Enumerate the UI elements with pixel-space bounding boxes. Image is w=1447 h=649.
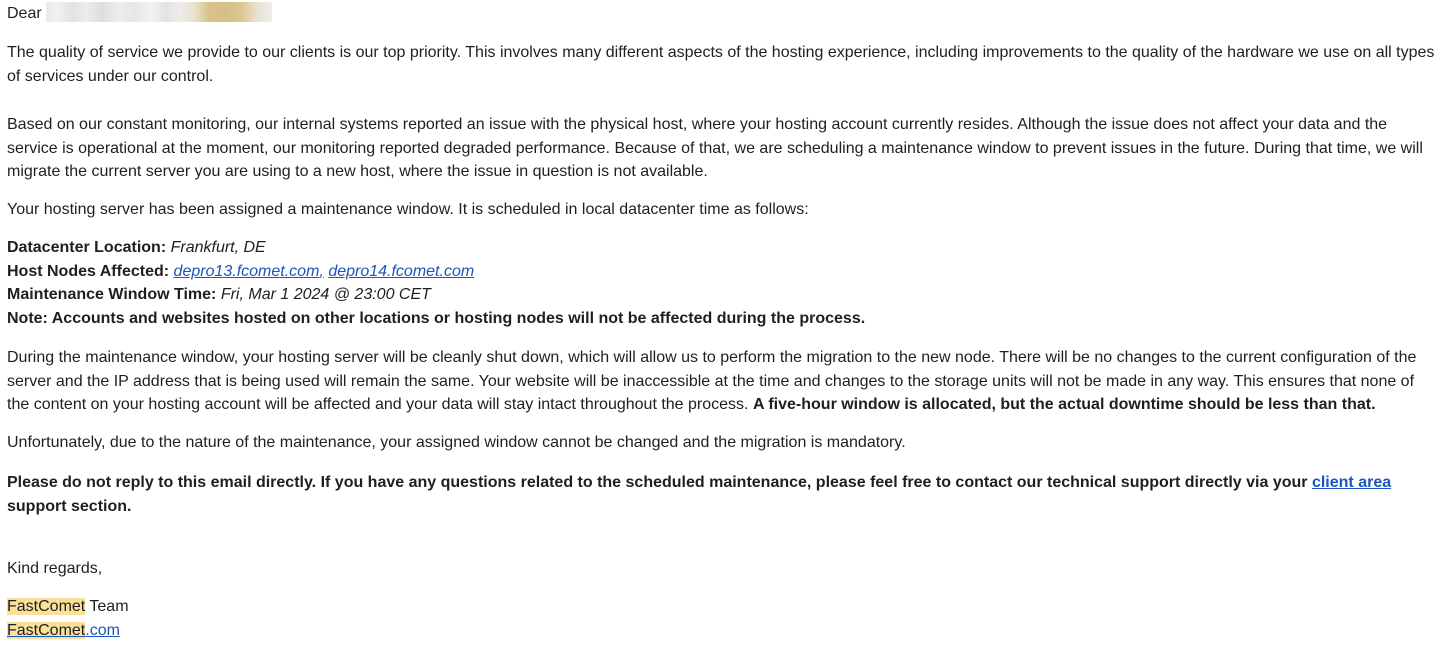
client-area-link[interactable]: client area [1311, 474, 1392, 491]
greeting-line [7, 2, 272, 26]
window-label: Maintenance Window Time: [7, 286, 217, 303]
greeting-dear: Dear [7, 5, 42, 22]
maintenance-details [7, 236, 1439, 330]
fastcomet-site-link[interactable] [7, 622, 120, 639]
no-reply-text: Please do not reply to this email directly. If you have any questions related to the scheduled maintenance, please feel free to contact our technical support directly via your [7, 474, 1312, 491]
paragraph-no-reply [7, 471, 1439, 518]
downtime-note: A five-hour window is allocated, but the actual downtime should be less than that. [752, 396, 1376, 413]
window-value: Fri, Mar 1 2024 @ 23:00 CET [220, 286, 431, 303]
location-label: Datacenter Location: [7, 239, 167, 256]
redacted-recipient-name [46, 2, 272, 22]
note-text: Note: Accounts and websites hosted on other locations or hosting nodes will not be affected during the process. [7, 309, 866, 327]
detail-location [7, 236, 1439, 260]
paragraph-quality: The quality of service we provide to our clients is our top priority. This involves many different aspects of the hosting experience, including improvements to the quality of the hardware we use on all types of services under our control. [7, 44, 1435, 85]
detail-window [7, 283, 1439, 307]
node-separator: , [319, 262, 324, 280]
signature-brand: FastComet [7, 598, 86, 615]
location-value: Frankfurt, DE [170, 239, 266, 256]
closing-regards: Kind regards, [7, 560, 103, 577]
paragraph-mandatory: Unfortunately, due to the nature of the maintenance, your assigned window cannot be changed and the migration is mandatory. [7, 434, 906, 451]
signature-team-label: Team [85, 598, 129, 615]
paragraph-monitoring: Based on our constant monitoring, our internal systems reported an issue with the physical host, where your hosting account currently resides. Although the issue does not affect your data and the service is operational at the moment, our monitoring reported degraded performance. Because of that, we are scheduling a maintenance window to prevent issues in the future. During that time, we will migrate the current server you are using to a new host, where the issue in question is not available. [7, 116, 1423, 180]
nodes-label: Host Nodes Affected: [7, 262, 170, 280]
paragraph-maintenance-process [7, 346, 1439, 417]
site-brand: FastComet [7, 621, 86, 639]
detail-nodes [7, 260, 1439, 284]
node-link-depro14[interactable]: depro14.fcomet.com [328, 262, 475, 280]
no-reply-text-end: support section. [7, 497, 132, 515]
detail-note [7, 307, 1439, 331]
signature-team [7, 595, 1439, 619]
signature [7, 595, 1439, 642]
process-text: During the maintenance window, your hosting server will be cleanly shut down, which will allow us to perform the migration to the new node. There will be no changes to the current configuration of the server and the IP address that is being used will remain the same. Your website will be inaccessible at the time and changes to the storage units will not be made in any way. This ensures that none of the content on your hosting account will be affected and your data will stay intact throughout the process. [7, 349, 1417, 413]
node-link-depro13[interactable]: depro13.fcomet.com [173, 262, 320, 280]
site-tld: .com [85, 621, 120, 639]
paragraph-window-assigned: Your hosting server has been assigned a maintenance window. It is scheduled in local datacenter time as follows: [7, 201, 809, 218]
signature-site [7, 619, 1439, 643]
